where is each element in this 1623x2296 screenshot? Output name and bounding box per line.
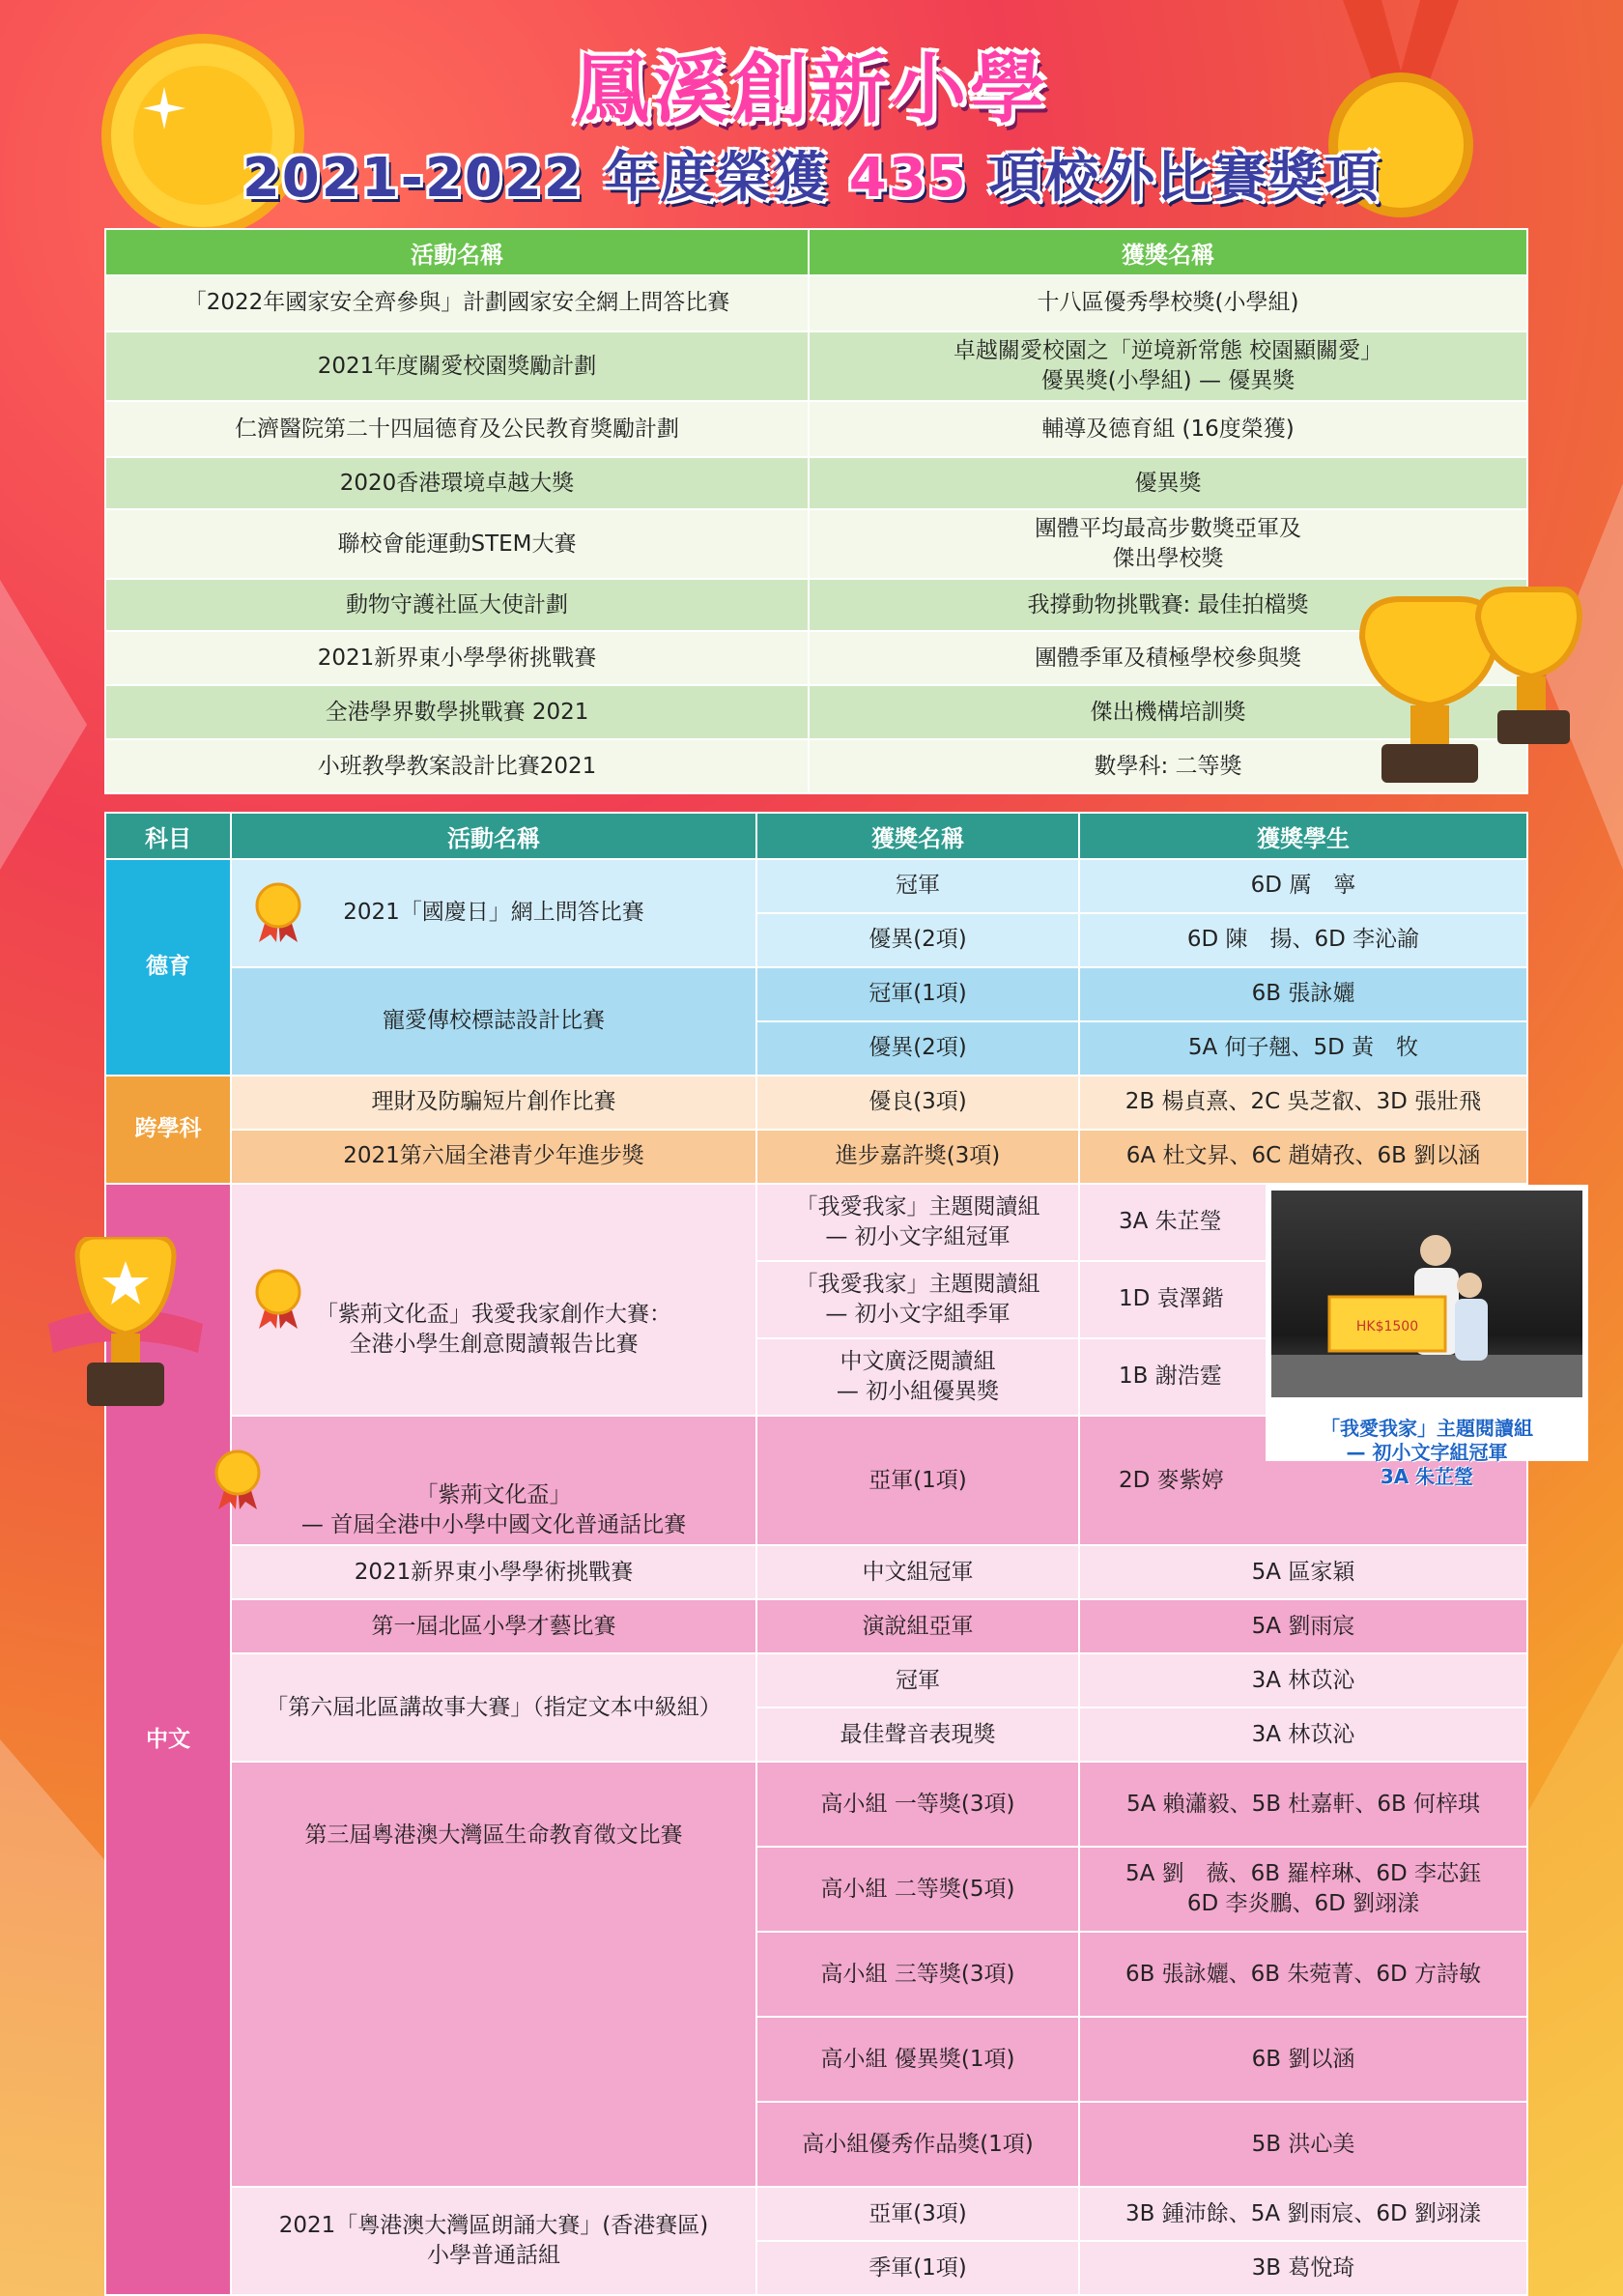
students-cell: 3B 葛悅琦 (1079, 2241, 1527, 2295)
award-cell: 卓越關愛校園之「逆境新常態 校園顯關愛」 優異獎(小學組) — 優異獎 (809, 331, 1527, 401)
award-cell: 優良(3項) (756, 1076, 1079, 1130)
table-row (105, 1076, 1527, 1130)
award-cell: 「我愛我家」主題閱讀組 — 初小文字組季軍 (756, 1261, 1079, 1338)
award-cell: 中文組冠軍 (756, 1545, 1079, 1599)
activity-cell (231, 1184, 756, 1416)
students-cell: 6B 張詠孋 (1079, 967, 1527, 1021)
activity-name: 「紫荊文化盃」 — 首屆全港中小學中國文化普通話比賽 (300, 1482, 687, 1538)
table-row (105, 331, 1527, 401)
medal-icon (253, 882, 303, 944)
activity-cell (231, 859, 756, 967)
table-row (105, 579, 1527, 631)
table-row (105, 509, 1527, 579)
award-cell: 冠軍 (756, 859, 1079, 913)
activity-cell: 第三屆粵港澳大灣區生命教育徵文比賽 (231, 1762, 756, 2187)
subject-moral: 德育 (105, 859, 231, 1076)
header-subject: 科目 (105, 813, 231, 859)
trophy-icon (1343, 580, 1584, 802)
students-cell: 3B 鍾沛餘、5A 劉雨宸、6D 劉翊漾 (1079, 2187, 1527, 2241)
award-cell: 冠軍 (756, 1653, 1079, 1708)
caption-line1: 「我愛我家」主題閱讀組 (1321, 1417, 1533, 1440)
trophy-ribbon-icon (39, 1237, 213, 1421)
activity-cell: 理財及防騙短片創作比賽 (231, 1076, 756, 1130)
award-cell: 最佳聲音表現獎 (756, 1708, 1079, 1762)
students-cell: 3A 林苡沁 (1079, 1653, 1527, 1708)
students-cell: 6D 厲 寧 (1079, 859, 1527, 913)
students-cell: 2B 楊貞熹、2C 吳芝叡、3D 張壯飛 (1079, 1076, 1527, 1130)
board-text: HK$1500 (1355, 1319, 1419, 1335)
award-cell: 十八區優秀學校獎(小學組) (809, 275, 1527, 331)
activity-cell: 2021新界東小學學術挑戰賽 (231, 1545, 756, 1599)
students-cell: 3A 朱芷瑩 (1079, 1184, 1527, 1261)
award-cell: 輔導及德育組 (16度榮獲) (809, 401, 1527, 457)
award-cell: 高小組 二等獎(5項) (756, 1847, 1079, 1932)
table-row (105, 967, 1527, 1021)
subtitle-post: 項校外比賽獎項 (967, 147, 1381, 210)
award-cell: 演說組亞軍 (756, 1599, 1079, 1653)
students-cell: 5A 何子翹、5D 黃 牧 (1079, 1021, 1527, 1076)
activity-cell: 「第六屆北區講故事大賽」（指定文本中級組） (231, 1653, 756, 1762)
table-row (105, 1545, 1527, 1599)
award-cell: 我撐動物挑戰賽: 最佳拍檔獎 (809, 579, 1527, 631)
award-cell: 高小組 優異獎(1項) (756, 2017, 1079, 2102)
activity-name: 「紫荊文化盃」我愛我家創作大賽： 全港小學生創意閱讀報告比賽 (316, 1302, 671, 1358)
award-cell: 優異獎 (809, 457, 1527, 509)
table-row (105, 1130, 1527, 1184)
award-cell: 高小組 三等獎(3項) (756, 1932, 1079, 2017)
activity-cell: 2020香港環境卓越大獎 (105, 457, 809, 509)
page-header (0, 0, 1623, 222)
table-row (105, 401, 1527, 457)
students-cell: 5B 洪心美 (1079, 2102, 1527, 2187)
medal-icon (213, 1449, 263, 1511)
header-activity: 活動名稱 (231, 813, 756, 859)
award-cell: 進步嘉許獎(3項) (756, 1130, 1079, 1184)
school-name: 鳳溪創新小學 (573, 46, 1049, 133)
students-cell: 5A 區家穎 (1079, 1545, 1527, 1599)
award-cell: 優異(2項) (756, 1021, 1079, 1076)
activity-cell: 2021新界東小學學術挑戰賽 (105, 631, 809, 685)
header-award: 獲獎名稱 (756, 813, 1079, 859)
award-cell: 高小組優秀作品獎(1項) (756, 2102, 1079, 2187)
award-cell: 優異(2項) (756, 913, 1079, 967)
activity-cell: 第一屆北區小學才藝比賽 (231, 1599, 756, 1653)
award-cell: 高小組 一等獎(3項) (756, 1762, 1079, 1847)
students-cell: 1D 袁澤鍇 (1079, 1261, 1527, 1338)
students-cell: 5A 劉雨宸 (1079, 1599, 1527, 1653)
award-cell: 中文廣泛閱讀組 — 初小組優異獎 (756, 1338, 1079, 1416)
award-cell: 亞軍(1項) (756, 1416, 1079, 1545)
students-cell: 6A 杜文昇、6C 趙婧孜、6B 劉以涵 (1079, 1130, 1527, 1184)
header-award: 獲獎名稱 (809, 229, 1527, 275)
caption-line2: — 初小文字組冠軍 (1346, 1441, 1508, 1464)
activity-cell: 全港學界數學挑戰賽 2021 (105, 685, 809, 739)
award-cell: 冠軍(1項) (756, 967, 1079, 1021)
subtitle-pre: 2021-2022 年度榮獲 (242, 147, 849, 210)
medal-icon (253, 1269, 303, 1331)
activity-cell: 聯校會能運動STEM大賽 (105, 509, 809, 579)
award-cell: 傑出機構培訓獎 (809, 685, 1527, 739)
table-row (105, 2187, 1527, 2241)
table-row (105, 275, 1527, 331)
school-awards-table (104, 228, 1528, 794)
activity-name: 2021「國慶日」網上問答比賽 (343, 900, 644, 926)
students-cell: 6B 劉以涵 (1079, 2017, 1527, 2102)
award-cell: 「我愛我家」主題閱讀組 — 初小文字組冠軍 (756, 1184, 1079, 1261)
award-cell: 季軍(1項) (756, 2241, 1079, 2295)
subject-cross: 跨學科 (105, 1076, 231, 1184)
table-row (105, 1653, 1527, 1708)
caption-line3: 3A 朱芷瑩 (1380, 1465, 1474, 1488)
table-row (105, 859, 1527, 913)
people-figures (1271, 1191, 1582, 1397)
activity-cell: 動物守護社區大使計劃 (105, 579, 809, 631)
award-cell: 亞軍(3項) (756, 2187, 1079, 2241)
header-activity: 活動名稱 (105, 229, 809, 275)
table-row (105, 685, 1527, 739)
students-cell: 5A 賴瀟毅、5B 杜嘉軒、6B 何梓琪 (1079, 1762, 1527, 1847)
header-students: 獲獎學生 (1079, 813, 1527, 859)
photo-caption (1266, 1417, 1588, 1489)
table-row (105, 457, 1527, 509)
students-cell: 2D 麥紫婷 (1079, 1416, 1527, 1545)
activity-cell: 2021「粵港澳大灣區朗誦大賽」(香港賽區) 小學普通話組 (231, 2187, 756, 2295)
award-cell: 團體季軍及積極學校參與獎 (809, 631, 1527, 685)
students-cell: 6B 張詠孋、6B 朱菀菁、6D 方詩敏 (1079, 1932, 1527, 2017)
students-cell: 1B 謝浩霆 (1079, 1338, 1527, 1416)
activity-cell: 「2022年國家安全齊參與」計劃國家安全網上問答比賽 (105, 275, 809, 331)
table-row (105, 1762, 1527, 1847)
activity-cell: 仁濟醫院第二十四屆德育及公民教育獎勵計劃 (105, 401, 809, 457)
table-header-row (105, 813, 1527, 859)
activity-cell: 小班教學教案設計比賽2021 (105, 739, 809, 793)
award-photo (1266, 1185, 1588, 1488)
table-header-row (105, 229, 1527, 275)
award-count: 435 (848, 147, 968, 210)
photo-image (1271, 1191, 1582, 1397)
awards-subtitle (0, 135, 1623, 213)
table-row (105, 631, 1527, 685)
activity-cell (231, 1416, 756, 1545)
award-cell: 團體平均最高步數獎亞軍及 傑出學校獎 (809, 509, 1527, 579)
students-cell: 3A 林苡沁 (1079, 1708, 1527, 1762)
award-cell: 數學科: 二等獎 (809, 739, 1527, 793)
subject-chinese: 中文 (105, 1184, 231, 2295)
students-cell: 6D 陳 揚、6D 李沁諭 (1079, 913, 1527, 967)
table-row (105, 739, 1527, 793)
activity-cell: 2021第六屆全港青少年進步獎 (231, 1130, 756, 1184)
activity-cell: 2021年度關愛校園獎勵計劃 (105, 331, 809, 401)
activity-cell: 寵愛傳校標誌設計比賽 (231, 967, 756, 1076)
students-cell: 5A 劉 薇、6B 羅梓琳、6D 李芯鈺 6D 李炎鵬、6D 劉翊漾 (1079, 1847, 1527, 1932)
student-awards-table (104, 812, 1528, 2296)
table-row (105, 1599, 1527, 1653)
